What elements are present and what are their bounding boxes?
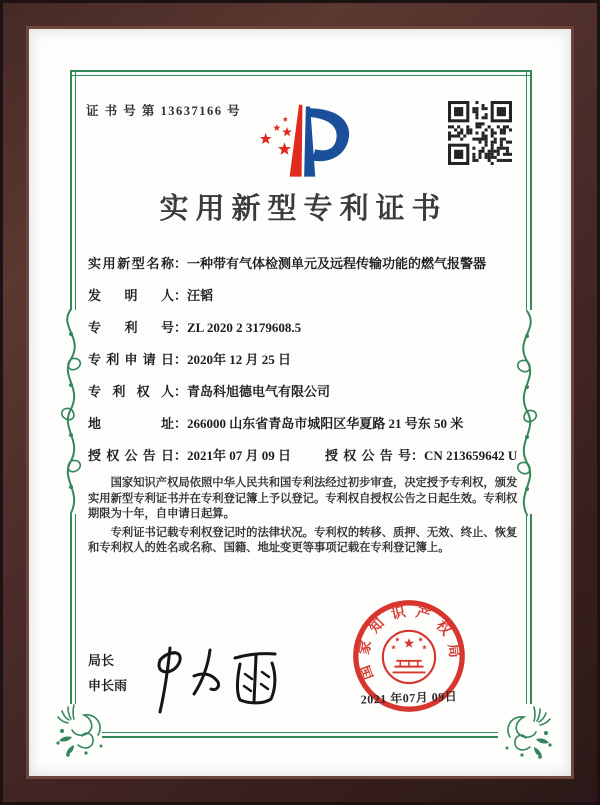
cnipa-patent-logo-icon	[252, 96, 358, 182]
colon: ：	[411, 448, 425, 463]
colon: ：	[174, 448, 188, 463]
field-value-filing-date: 2020年 12 月 25 日	[187, 352, 292, 367]
qr-code-icon	[448, 101, 512, 165]
svg-text:家: 家	[357, 639, 375, 657]
signer-name: 申长雨	[88, 678, 128, 693]
floral-corner-right-icon	[500, 702, 558, 769]
svg-text:识: 识	[389, 605, 408, 624]
field-label: 专利号	[88, 320, 174, 335]
field-label: 专利权人	[88, 384, 174, 399]
grant-number-group	[325, 446, 517, 465]
field-label: 专利申请日	[88, 352, 174, 367]
field-label: 授权公告日	[88, 448, 174, 463]
field-value-patentee: 青岛科旭德电气有限公司	[187, 384, 331, 399]
seal-date: 2021 年07月 09日	[360, 689, 458, 707]
legal-text	[88, 476, 520, 560]
legal-paragraph-2: 专利证书记载专利权登记时的法律状况。专利权的转移、质押、无效、终止、恢复和专利权人的姓名或名称、国籍、地址变更等事项记载在专利登记簿上。	[88, 526, 518, 554]
certificate-number: 证 书 号 第 13637166 号	[86, 104, 242, 118]
colon: ：	[174, 384, 188, 399]
border-line-top	[70, 70, 532, 76]
field-label: 发明人	[88, 288, 174, 303]
svg-text:产: 产	[413, 605, 432, 625]
field-value-inventor: 汪韬	[187, 288, 214, 303]
field-value-utility-model-name: 一种带有气体检测单元及远程传输功能的燃气报警器	[187, 256, 487, 271]
legal-paragraph-1: 国家知识产权局依照中华人民共和国专利法经过初步审查，决定授予专利权，颁发实用新型专利证书并在专利登记簿上予以登记。专利权自授权公告之日起生效。专利权期限为十年，自申请日起算。	[88, 477, 518, 520]
border-line-bottom	[102, 732, 498, 738]
colon: ：	[174, 320, 188, 335]
field-row-patentee	[88, 382, 518, 401]
field-label: 地址	[88, 416, 174, 431]
grant-date-group	[88, 446, 291, 465]
border-line-right-lower	[526, 514, 532, 704]
field-row-address	[88, 414, 518, 433]
svg-text:国: 国	[358, 662, 378, 682]
colon: ：	[174, 416, 188, 431]
colon: ：	[174, 288, 188, 303]
field-value-grant-number: CN 213659642 U	[424, 448, 518, 463]
field-value-grant-date: 2021年 07 月 09 日	[187, 448, 292, 463]
floral-corner-left-icon	[50, 700, 108, 767]
field-row-patent-number	[88, 318, 518, 337]
flourish-ornament-left-icon	[52, 306, 90, 521]
field-row-inventor	[88, 286, 518, 305]
certificate-title: 实用新型专利证书	[159, 193, 448, 225]
field-value-patent-number: ZL 2020 2 3179608.5	[187, 320, 302, 335]
svg-text:局: 局	[444, 642, 462, 659]
field-row-name	[88, 254, 518, 273]
handwritten-signature-icon	[132, 634, 318, 720]
certificate-fields	[88, 254, 518, 478]
svg-text:权: 权	[432, 618, 454, 639]
border-line-left-lower	[70, 514, 76, 704]
field-row-grant	[88, 446, 518, 465]
field-label: 授权公告号	[325, 448, 412, 463]
field-label: 实用新型名称	[88, 256, 174, 271]
signer-title: 局长	[88, 653, 115, 668]
colon: ：	[174, 352, 188, 367]
svg-text:知: 知	[367, 616, 388, 637]
colon: ：	[174, 256, 188, 271]
field-row-filing-date	[88, 350, 518, 369]
field-value-address: 266000 山东省青岛市城阳区华夏路 21 号东 50 米	[187, 416, 464, 431]
